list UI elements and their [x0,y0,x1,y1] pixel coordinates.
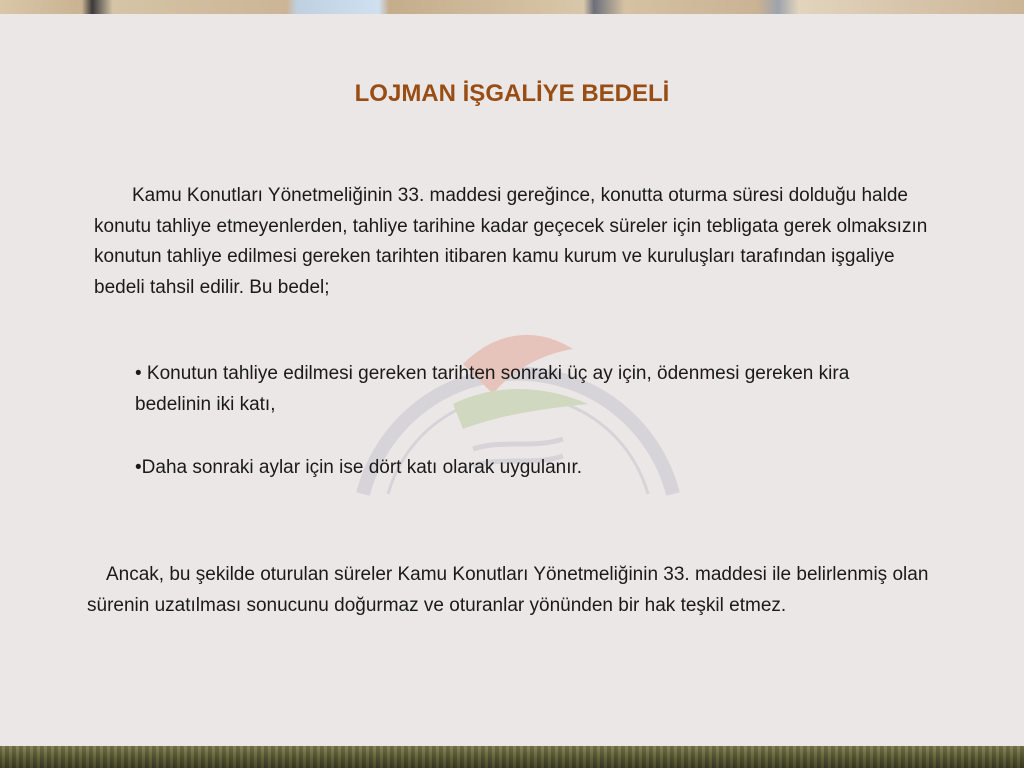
background-photo-bottom [0,746,1024,768]
bullet-item-1: • Konutun tahliye edilmesi gereken tarihten sonraki üç ay için, ödenmesi gereken kira bedelinin iki katı, [135,363,850,415]
slide-title: LOJMAN İŞGALİYE BEDELİ [354,80,670,107]
background-photo-top [0,0,1024,14]
intro-paragraph: Kamu Konutları Yönetmeliğinin 33. maddesi gereğince, konutta oturma süresi dolduğu halde konutu tahliye etmeyenlerden, tahliye tarihine kadar geçecek süreler için tebligata gerek olmaksızın konutun tahliye edilmesi gereken tarihten itibaren kamu kurum ve kuruluşları tarafından işgaliye bedeli tahsil edilir. Bu bedel; [94,185,928,298]
closing-paragraph: Ancak, bu şekilde oturulan süreler Kamu Konutları Yönetmeliğinin 33. maddesi ile belirlenmiş olan sürenin uzatılması sonucunu doğurmaz ve oturanlar yönünden bir hak teşkil etmez. [87,564,929,616]
bullet-list [135,359,915,484]
bullet-item-2: •Daha sonraki aylar için ise dört katı olarak uygulanır. [135,457,583,478]
